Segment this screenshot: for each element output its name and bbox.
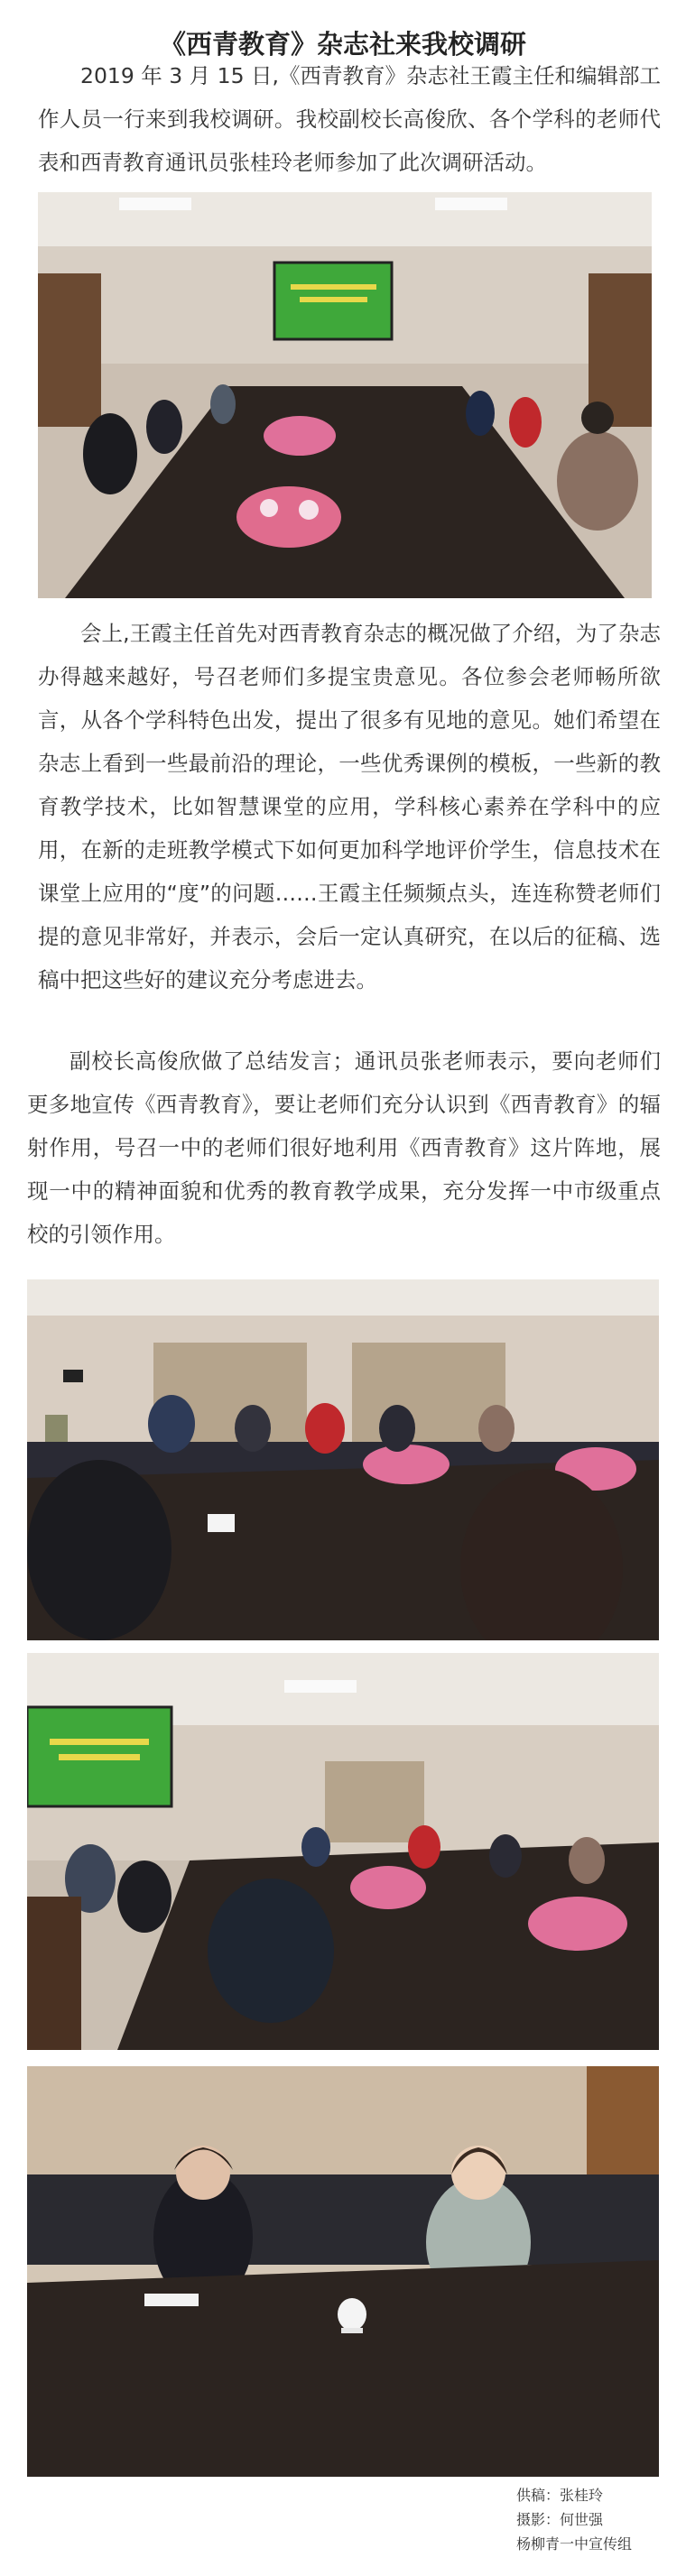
meeting-photo-3	[27, 1653, 659, 2050]
credit-contributor: 供稿：张桂玲	[516, 2487, 604, 2504]
paragraph-intro: 2019 年 3 月 15 日,《西青教育》杂志社王霞主任和编辑部工作人员一行来到我校调研。我校副校长高俊欣、各个学科的老师代表和西青教育通讯员张桂玲老师参加了此次调研活动。	[38, 63, 661, 175]
meeting-photo-4	[27, 2066, 659, 2477]
meeting-photo-2	[27, 1279, 659, 1640]
article-title: 《西青教育》杂志社来我校调研	[159, 29, 526, 60]
credits-block	[516, 2483, 679, 2556]
paragraph-discussion: 会上,王霞主任首先对西青教育杂志的概况做了介绍，为了杂志办得越来越好，号召老师们多提宝贵意见。各位参会老师畅所欲言，从各个学科特色出发，提出了很多有见地的意见。她们希望在杂志上看到一些最前沿的理论，一些优秀课例的模板，一些新的教育教学技术，比如智慧课堂的应用，学科核心素养在学科中的应用，在新的走班教学模式下如何更加科学地评价学生，信息技术在课堂上应用的“度”的问题……王霞主任频频点头，连连称赞老师们提的意见非常好，并表示，会后一定认真研究，在以后的征稿、选稿中把这些好的建议充分考虑进去。	[38, 621, 661, 993]
meeting-photo-1	[38, 192, 652, 598]
credit-publisher: 杨柳青一中宣传组	[516, 2535, 633, 2553]
credit-photographer: 摄影：何世强	[516, 2511, 604, 2528]
paragraph-summary: 副校长高俊欣做了总结发言；通讯员张老师表示，要向老师们更多地宣传《西青教育》，要让老师们充分认识到《西青教育》的辐射作用，号召一中的老师们很好地利用《西青教育》这片阵地，展现一中的精神面貌和优秀的教育教学成果，充分发挥一中市级重点校的引领作用。	[27, 1048, 661, 1247]
